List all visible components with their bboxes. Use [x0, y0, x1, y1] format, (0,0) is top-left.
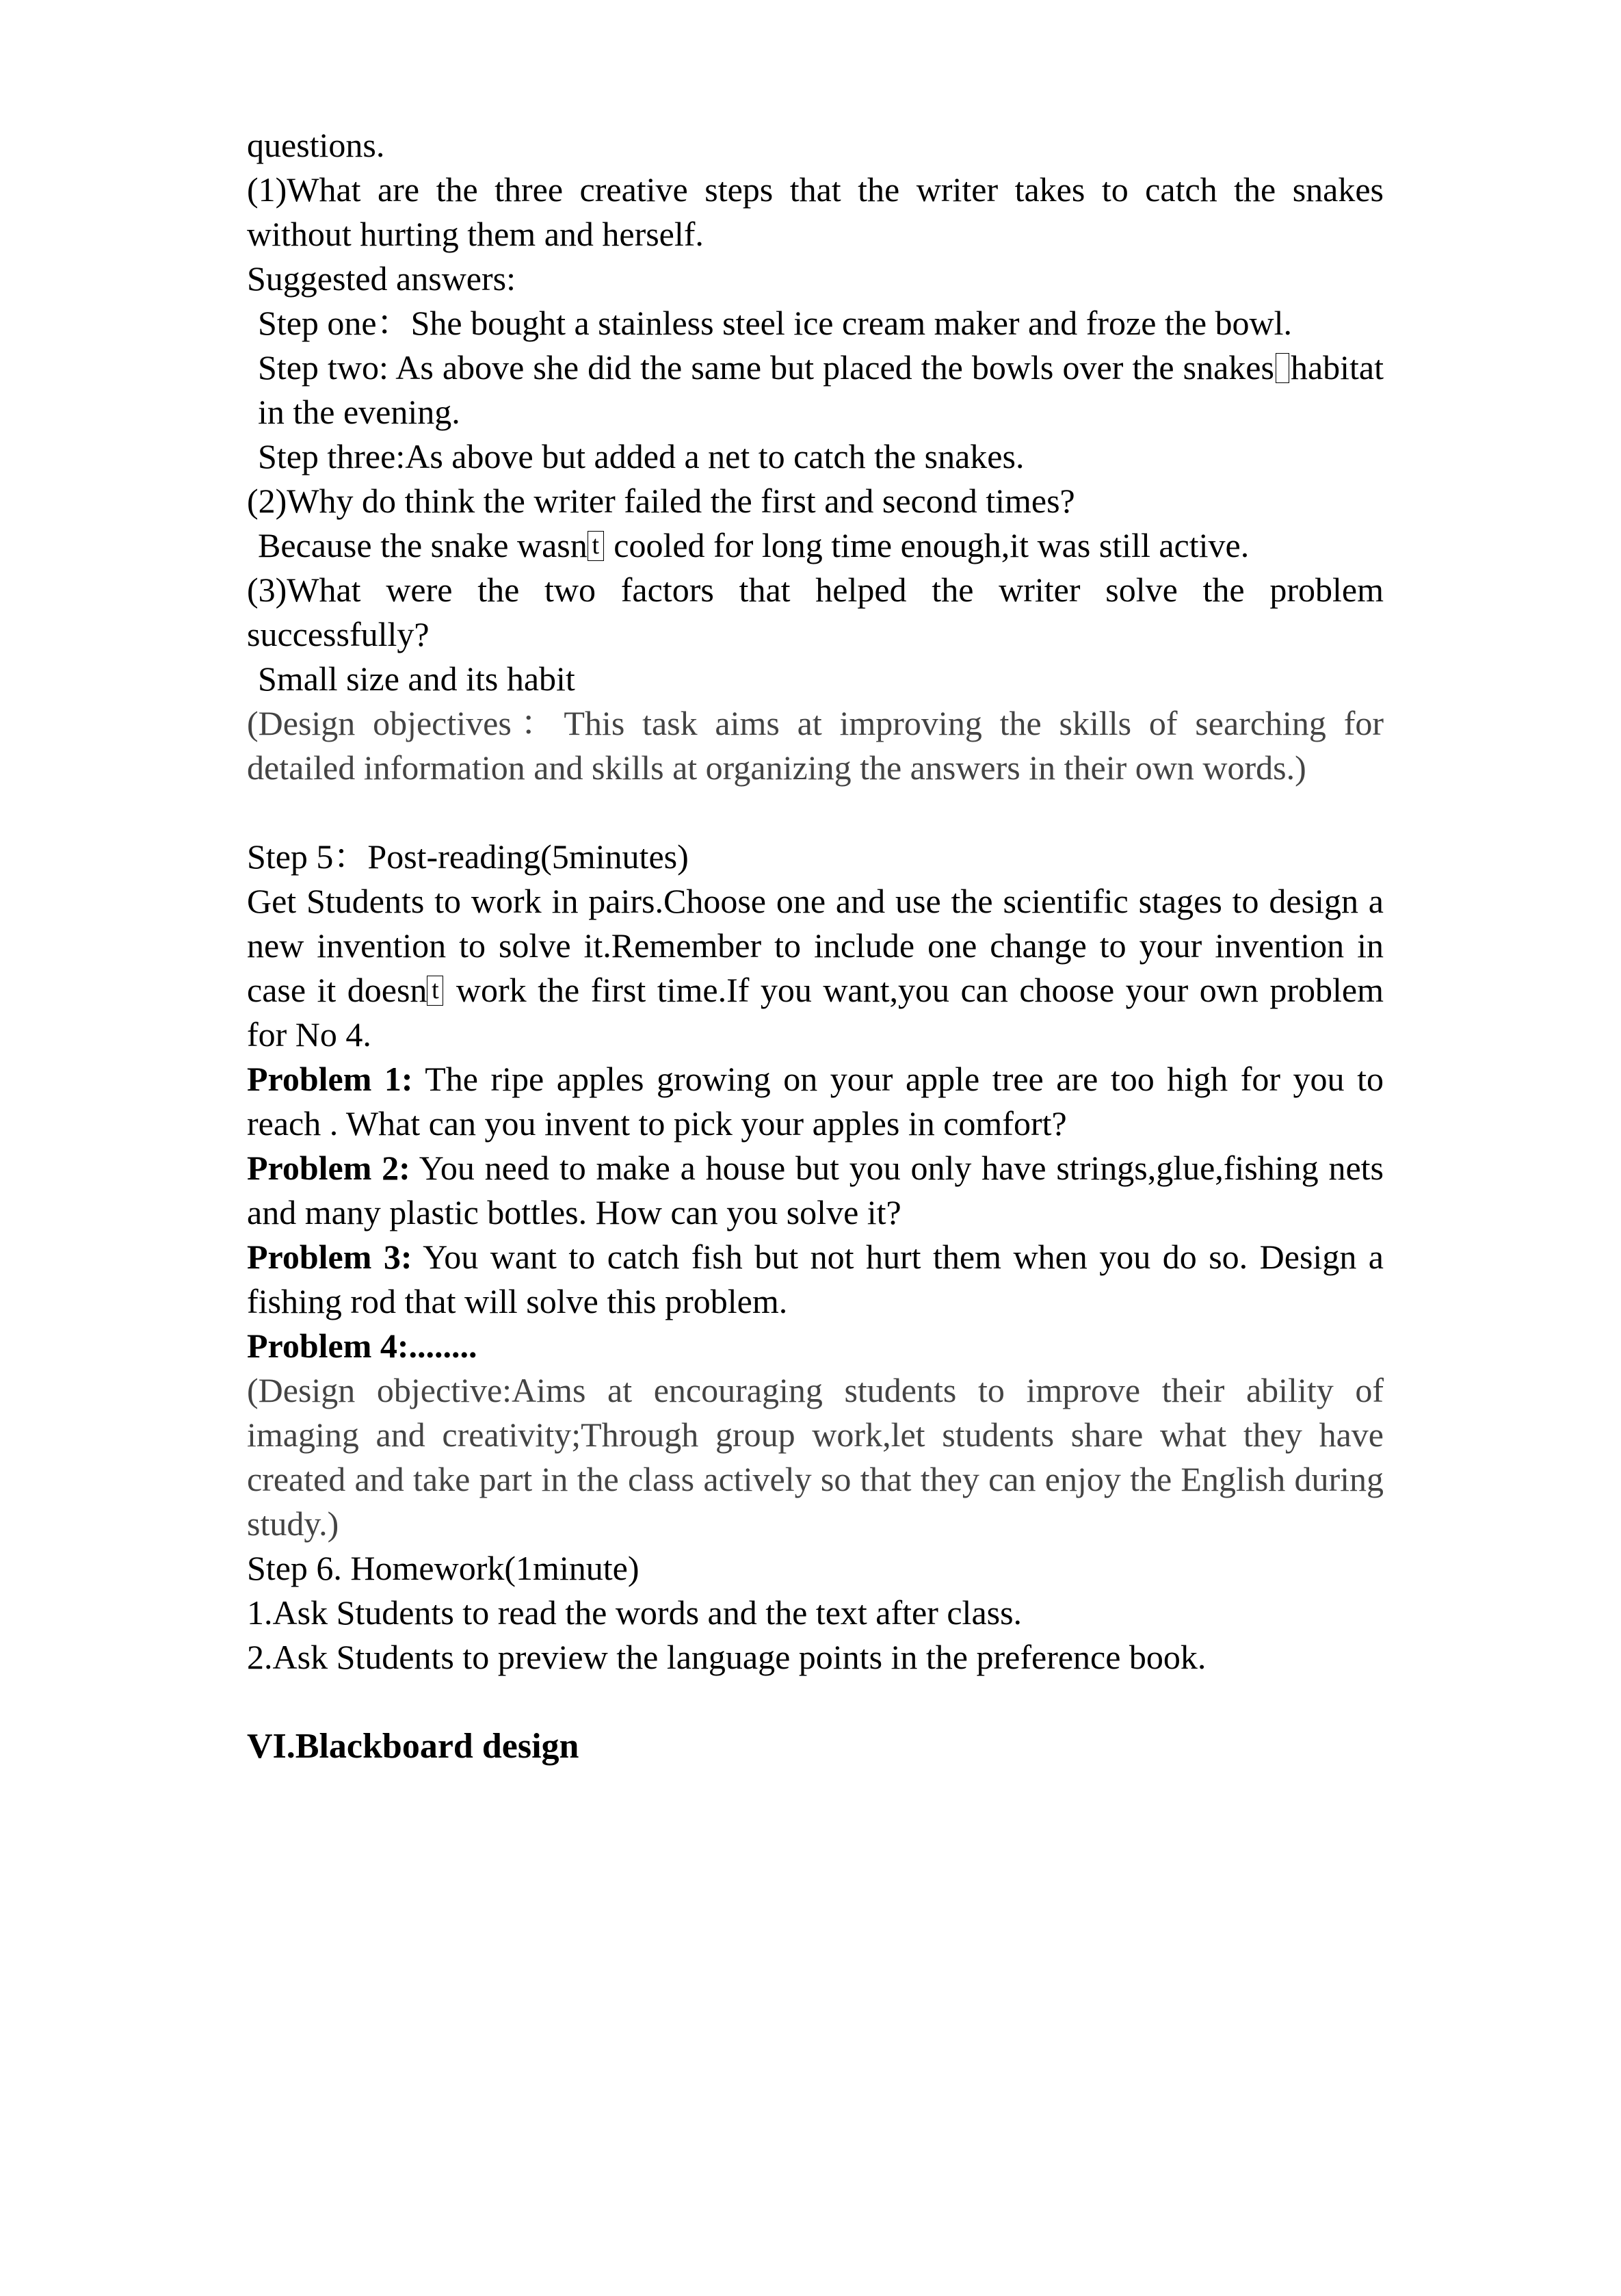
missing-glyph-box: t — [588, 531, 604, 561]
question-1: (1)What are the three creative steps that the writer takes to catch the snakes without hurting them and herself. — [247, 170, 1384, 253]
step-5-text-b: work the first time.If you want,you can choose your own problem for No 4. — [247, 971, 1384, 1054]
step-two — [247, 345, 1384, 434]
document-page — [247, 123, 1384, 1769]
problem-2-label: Problem 2: — [247, 1149, 410, 1187]
missing-glyph-box — [1276, 353, 1289, 383]
step-5-body — [247, 879, 1384, 1057]
step-5-heading: Step 5：Post-reading(5minutes) — [247, 837, 689, 876]
section-heading: VI.Blackboard design — [247, 1727, 579, 1766]
problem-2-text: You need to make a house but you only have strings,glue,fishing nets and many plastic bottles. How can you solve it? — [247, 1149, 1384, 1231]
spacer — [247, 1680, 1384, 1724]
answer-2 — [247, 523, 1384, 568]
step-6-heading: Step 6. Homework(1minute) — [247, 1549, 640, 1587]
answer-3: Small size and its habit — [258, 660, 575, 698]
design-objective-2: (Design objective:Aims at encouraging students to improve their ability of imaging and creativity;Through group work,let students share what they have created and take part in the class actively so that they can enjoy the English during study.) — [247, 1371, 1384, 1543]
spacer — [247, 790, 1384, 835]
question-2: (2)Why do think the writer failed the first and second times? — [247, 482, 1075, 520]
problem-1-label: Problem 1: — [247, 1060, 413, 1098]
problem-1-text: The ripe apples growing on your apple tree are too high for you to reach . What can you invent to pick your apples in comfort? — [247, 1060, 1384, 1143]
answer-2-text-a: Because the snake wasn — [258, 526, 588, 564]
text-line: questions. — [247, 126, 385, 164]
step-two-text-a: Step two: As above she did the same but placed the bowls over the snakes — [258, 348, 1274, 387]
question-3: (3)What were the two factors that helped the writer solve the problem successfully? — [247, 571, 1384, 653]
step-two-text-b: habitat in the evening. — [258, 348, 1384, 431]
problem-3-label: Problem 3: — [247, 1238, 412, 1276]
homework-1: 1.Ask Students to read the words and the text after class. — [247, 1593, 1023, 1632]
problem-3 — [247, 1235, 1384, 1324]
problem-1 — [247, 1057, 1384, 1146]
problem-4: Problem 4:........ — [247, 1327, 477, 1365]
missing-glyph-box: t — [427, 976, 443, 1006]
answer-2-text-b: cooled for long time enough,it was still active. — [605, 526, 1250, 564]
suggested-answers-label: Suggested answers: — [247, 259, 516, 298]
design-objective-1: (Design objectives：This task aims at improving the skills of searching for detailed information and skills at organizing the answers in their own words.) — [247, 704, 1384, 787]
homework-2: 2.Ask Students to preview the language points in the preference book. — [247, 1638, 1207, 1676]
problem-2 — [247, 1146, 1384, 1235]
problem-3-text: You want to catch fish but not hurt them when you do so. Design a fishing rod that will solve this problem. — [247, 1238, 1384, 1320]
step-three: Step three:As above but added a net to catch the snakes. — [258, 437, 1025, 475]
step-5-text-a: Get Students to work in pairs.Choose one and use the scientific stages to design a new invention to solve it.Remember to include one change to your invention in case it doesn — [247, 882, 1384, 1009]
step-one: Step one：She bought a stainless steel ice cream maker and froze the bowl. — [258, 304, 1293, 342]
